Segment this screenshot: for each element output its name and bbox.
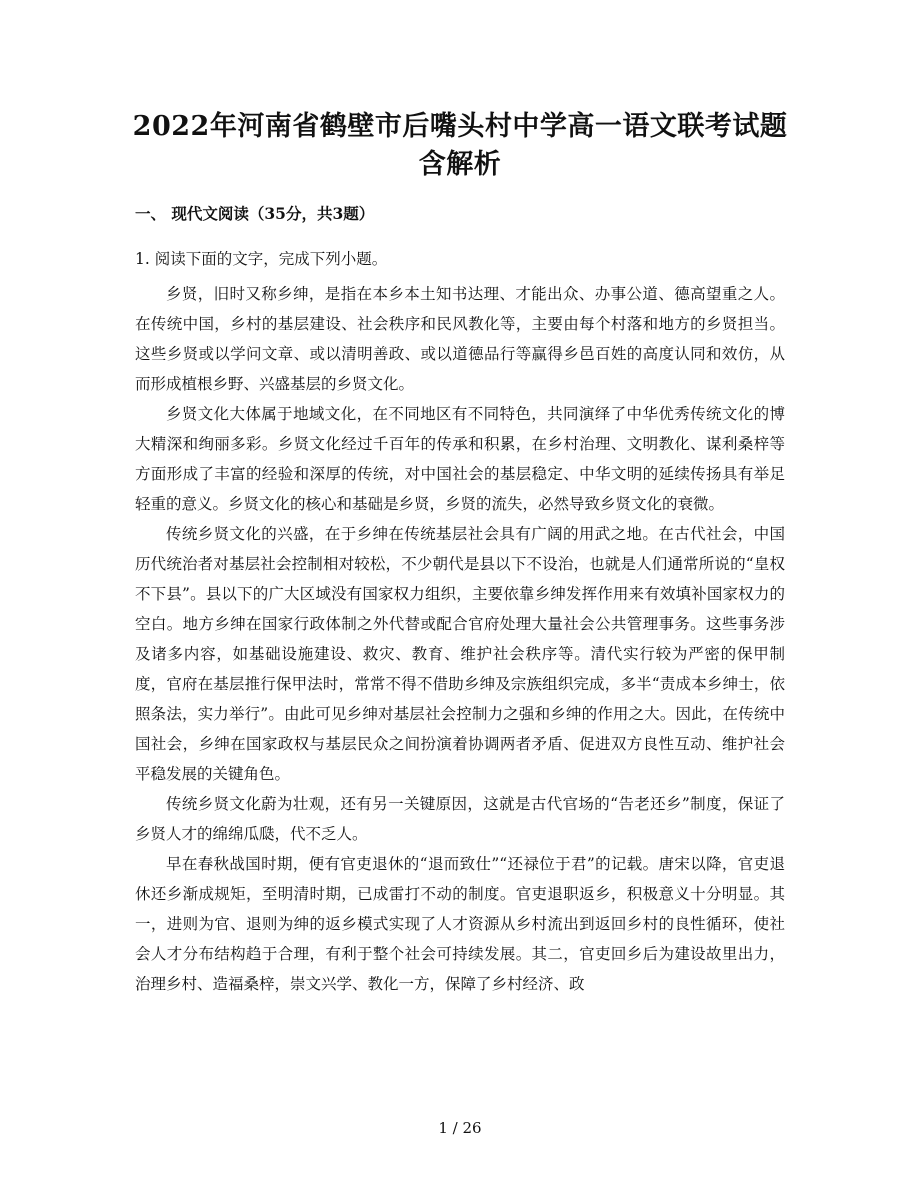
passage-paragraph: 乡贤，旧时又称乡绅，是指在本乡本土知书达理、才能出众、办事公道、德高望重之人。在传统中国，乡村的基层建设、社会秩序和民风教化等，主要由每个村落和地方的乡贤担当。这些乡贤或以学问文章、或以清明善政、或以道德品行等赢得乡邑百姓的高度认同和效仿，从而形成植根乡野、兴盛基层的乡贤文化。 bbox=[135, 285, 785, 393]
passage-paragraph: 乡贤文化大体属于地域文化，在不同地区有不同特色，共同演绎了中华优秀传统文化的博大精深和绚丽多彩。乡贤文化经过千百年的传承和积累，在乡村治理、文明教化、谋利桑梓等方面形成了丰富的经验和深厚的传统，对中国社会的基层稳定、中华文明的延续传扬具有举足轻重的意义。乡贤文化的核心和基础是乡贤，乡贤的流失，必然导致乡贤文化的衰微。 bbox=[135, 405, 785, 513]
section-heading: 一、 现代文阅读（35分，共3题） bbox=[135, 204, 375, 223]
page-number: 1 / 26 bbox=[438, 1119, 482, 1137]
title-line-2: 含解析 bbox=[418, 149, 502, 180]
passage-paragraph: 早在春秋战国时期，便有官吏退休的“退而致仕”“还禄位于君”的记载。唐宋以降，官吏退休还乡渐成规矩，至明清时期，已成雷打不动的制度。官吏退职返乡，积极意义十分明显。其一，进则为官、退则为绅的返乡模式实现了人才资源从乡村流出到返回乡村的良性循环，使社会人才分布结构趋于合理，有利于整个社会可持续发展。其二，官吏回乡后为建设故里出力，治理乡村、造福桑梓，崇文兴学、教化一方，保障了乡村经济、政 bbox=[135, 855, 785, 993]
reading-passage bbox=[135, 279, 785, 999]
passage-paragraph: 传统乡贤文化蔚为壮观，还有另一关键原因，这就是古代官场的“告老还乡”制度，保证了乡贤人才的绵绵瓜瓞，代不乏人。 bbox=[135, 795, 785, 843]
question-intro: 1. 阅读下面的文字，完成下列小题。 bbox=[135, 250, 388, 268]
document-title bbox=[100, 108, 820, 184]
passage-paragraph: 传统乡贤文化的兴盛，在于乡绅在传统基层社会具有广阔的用武之地。在古代社会，中国历代统治者对基层社会控制相对较松，不少朝代是县以下不设治，也就是人们通常所说的“皇权不下县”。县以下的广大区域没有国家权力组织，主要依靠乡绅发挥作用来有效填补国家权力的空白。地方乡绅在国家行政体制之外代替或配合官府处理大量社会公共管理事务。这些事务涉及诸多内容，如基础设施建设、救灾、教育、维护社会秩序等。清代实行较为严密的保甲制度，官府在基层推行保甲法时，常常不得不借助乡绅及宗族组织完成，多半“责成本乡绅士，依照条法，实力举行”。由此可见乡绅对基层社会控制力之强和乡绅的作用之大。因此，在传统中国社会，乡绅在国家政权与基层民众之间扮演着协调两者矛盾、促进双方良性互动、维护社会平稳发展的关键角色。 bbox=[135, 525, 785, 783]
title-line-1: 2022年河南省鹤壁市后嘴头村中学高一语文联考试题 bbox=[132, 111, 788, 142]
